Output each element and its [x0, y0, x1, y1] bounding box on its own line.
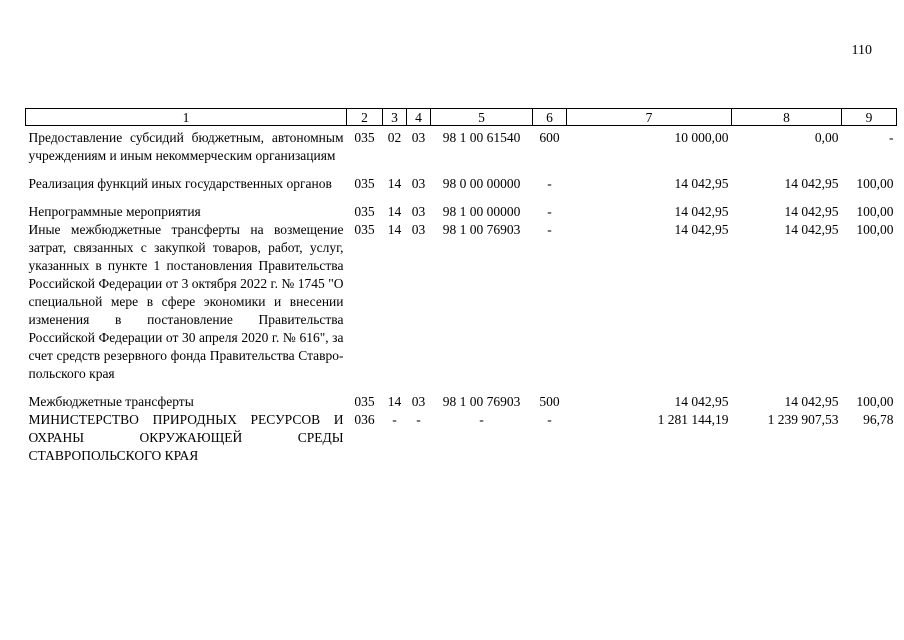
cell-planned: 14 042,95	[674, 222, 729, 237]
cell-ministry-code: 036	[354, 412, 375, 427]
cell-percent: 100,00	[856, 204, 894, 219]
cell-expense-type: -	[547, 222, 552, 237]
cell-expense-type: -	[547, 204, 552, 219]
row-name: МИНИСТЕРСТВО ПРИРОДНЫХ РЕСУРСОВ И ОХРАНЫ ОКРУЖАЮЩЕЙ СРЕДЫ СТАВРОПОЛЬСКОГО КРАЯ	[28, 412, 344, 463]
header-col-3: 3	[383, 109, 407, 126]
cell-percent: 100,00	[856, 394, 894, 409]
cell-section: 14	[387, 204, 402, 219]
header-col-8: 8	[732, 109, 842, 126]
row-name: Предоставление субсидий бюджетным, автономным учреждениям и иным некоммерческим организациям	[28, 130, 344, 163]
header-col-5: 5	[431, 109, 533, 126]
table-body	[26, 126, 897, 466]
cell-section: 14	[387, 176, 402, 191]
cell-planned: 10 000,00	[674, 130, 729, 145]
page-number: 110	[851, 43, 872, 58]
header-col-6: 6	[533, 109, 567, 126]
cell-section: 14	[387, 394, 402, 409]
cell-executed: 14 042,95	[784, 222, 839, 237]
cell-ministry-code: 035	[354, 130, 375, 145]
cell-subsection: 03	[411, 130, 426, 145]
table-row	[26, 383, 897, 411]
cell-expense-type: 500	[539, 394, 560, 409]
cell-executed: 14 042,95	[784, 204, 839, 219]
header-col-1: 1	[26, 109, 347, 126]
cell-planned: 14 042,95	[674, 394, 729, 409]
row-name: Реализация функций иных государственных органов	[28, 176, 332, 191]
cell-target-article: 98 1 00 76903	[442, 222, 521, 237]
cell-target-article: -	[479, 412, 484, 427]
cell-subsection: 03	[411, 222, 426, 237]
cell-target-article: 98 0 00 00000	[442, 176, 521, 191]
cell-ministry-code: 035	[354, 394, 375, 409]
header-col-2: 2	[347, 109, 383, 126]
cell-ministry-code: 035	[354, 222, 375, 237]
cell-subsection: 03	[411, 204, 426, 219]
row-name: Межбюджетные трансферты	[28, 394, 194, 409]
cell-executed: 1 239 907,53	[767, 412, 839, 427]
cell-subsection: 03	[411, 394, 426, 409]
cell-expense-type: -	[547, 176, 552, 191]
table-row	[26, 165, 897, 193]
cell-ministry-code: 035	[354, 176, 375, 191]
table-row	[26, 193, 897, 221]
cell-percent: 100,00	[856, 222, 894, 237]
cell-planned: 14 042,95	[674, 204, 729, 219]
cell-subsection: 03	[411, 176, 426, 191]
cell-planned: 1 281 144,19	[657, 412, 729, 427]
row-name: Непрограммные мероприятия	[28, 204, 201, 219]
cell-expense-type: 600	[539, 130, 560, 145]
cell-executed: 0,00	[814, 130, 839, 145]
cell-section: 02	[387, 130, 402, 145]
table-row	[26, 126, 897, 166]
cell-expense-type: -	[547, 412, 552, 427]
header-col-9: 9	[842, 109, 897, 126]
cell-planned: 14 042,95	[674, 176, 729, 191]
cell-executed: 14 042,95	[784, 176, 839, 191]
row-name: Иные межбюджетные трансферты на возмещение затрат, связанных с закупкой товаров, работ, услуг, указанных в пункте 1 постановления Правительства Российской Федерации от 3 октября 2022 г. № 1745 "О специальной мере в сфере экономики и внесении изменения в постановление Правительства Российской Федерации от 30 апреля 2020 г. № 616", за счет средств резервного фонда Правительства Ставро-польского края	[28, 222, 344, 381]
header-col-7: 7	[567, 109, 732, 126]
table-header	[26, 109, 897, 126]
header-col-4: 4	[407, 109, 431, 126]
cell-target-article: 98 1 00 76903	[442, 394, 521, 409]
cell-percent: -	[889, 130, 894, 145]
cell-percent: 96,78	[863, 412, 894, 427]
cell-target-article: 98 1 00 61540	[442, 130, 521, 145]
table-row	[26, 411, 897, 465]
cell-target-article: 98 1 00 00000	[442, 204, 521, 219]
cell-percent: 100,00	[856, 176, 894, 191]
budget-table	[25, 108, 897, 465]
cell-subsection: -	[416, 412, 421, 427]
cell-ministry-code: 035	[354, 204, 375, 219]
cell-section: -	[392, 412, 397, 427]
table-row	[26, 221, 897, 383]
header-row	[26, 109, 897, 126]
cell-section: 14	[387, 222, 402, 237]
cell-executed: 14 042,95	[784, 394, 839, 409]
